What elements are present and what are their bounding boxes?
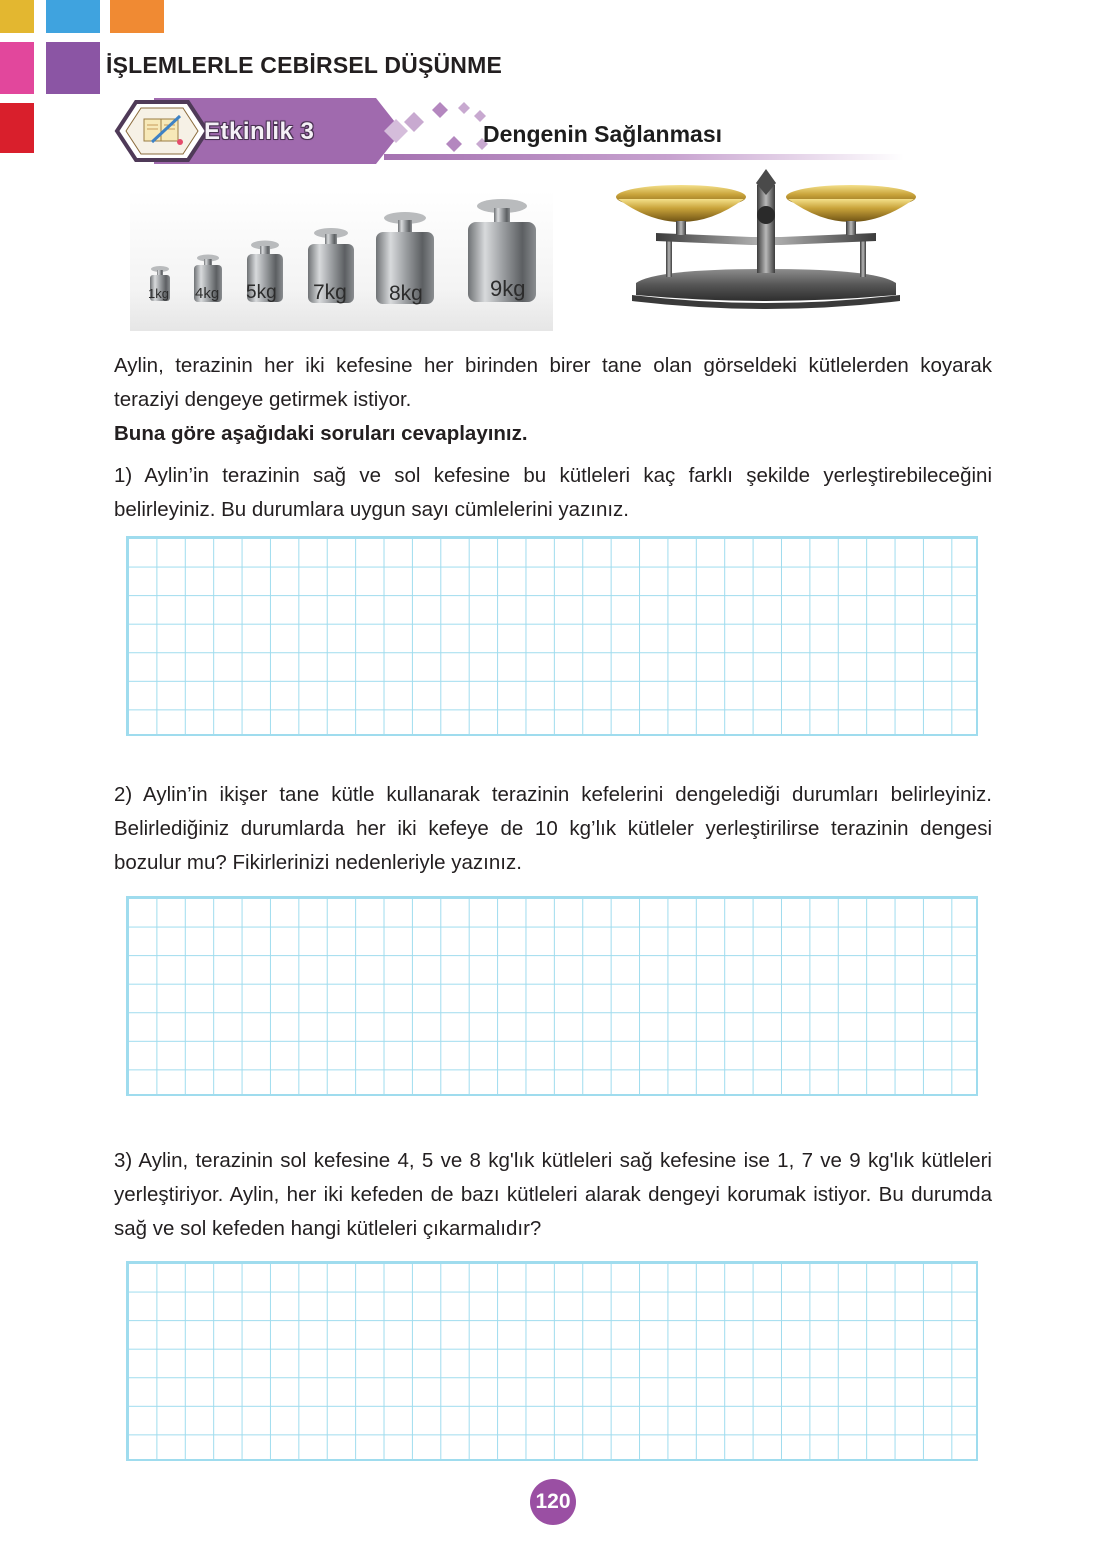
svg-text:4kg: 4kg [195,285,220,302]
intro-paragraph: Aylin, terazinin her iki kefesine her birinden birer tane olan görseldeki kütlelerden koyarak teraziyi dengeye getirmek istiyor. [114,354,992,411]
svg-text:7kg: 7kg [313,281,347,304]
instruction-text: Buna göre aşağıdaki soruları cevaplayınız. [114,422,528,445]
svg-text:5kg: 5kg [246,282,277,303]
svg-text:8kg: 8kg [389,282,423,305]
weights-image [130,190,553,331]
corner-square-orange [110,0,164,33]
svg-text:9kg: 9kg [490,276,526,301]
corner-square-purple [46,42,100,94]
diamond-pattern [384,102,488,152]
balance-scale-image [596,165,936,335]
answer-grid-1[interactable] [126,536,978,736]
question-3: 3) Aylin, terazinin sol kefesine 4, 5 ve 8 kg'lık kütleleri sağ kefesine ise 1, 7 ve 9 kg'lık kütleleri yerleştiriyor. Aylin, her iki kefeden de bazı kütleleri alarak dengeyi korumak istiyor. Bu durumda sağ ve sol kefeden hangi kütleleri çıkarmalıdır? [114,1149,992,1240]
unit-title: İŞLEMLERLE CEBİRSEL DÜŞÜNME [106,52,503,78]
activity-label: Etkinlik 3 [204,118,315,145]
question-2: 2) Aylin’in ikişer tane kütle kullanarak terazinin kefelerini dengelediği durumları belirleyiniz. Belirlediğiniz durumlarda her iki kefeye de 10 kg’lık kütleler yerleştirilirse terazinin dengesi bozulur mu? Fikirlerinizi nedenleriyle yazınız. [114,783,992,874]
page-number: 120 [530,1479,576,1525]
svg-text:1kg: 1kg [148,286,169,301]
corner-square-pink [0,42,34,94]
answer-grid-2[interactable] [126,896,978,1096]
activity-title: Dengenin Sağlanması [483,121,723,147]
balance-scale-illustration [596,165,936,335]
book-pencil-icon [144,116,183,145]
answer-grid-3[interactable] [126,1261,978,1461]
activity-banner [114,98,914,164]
corner-square-red [0,103,34,153]
corner-square-blue [46,0,100,33]
corner-square-yellow [0,0,34,33]
question-1: 1) Aylin’in terazinin sağ ve sol kefesine bu kütleleri kaç farklı şekilde yerleştirebileceğini belirleyiniz. Bu durumlara uygun sayı cümlelerini yazınız. [114,464,992,521]
weights-illustration [130,190,553,331]
